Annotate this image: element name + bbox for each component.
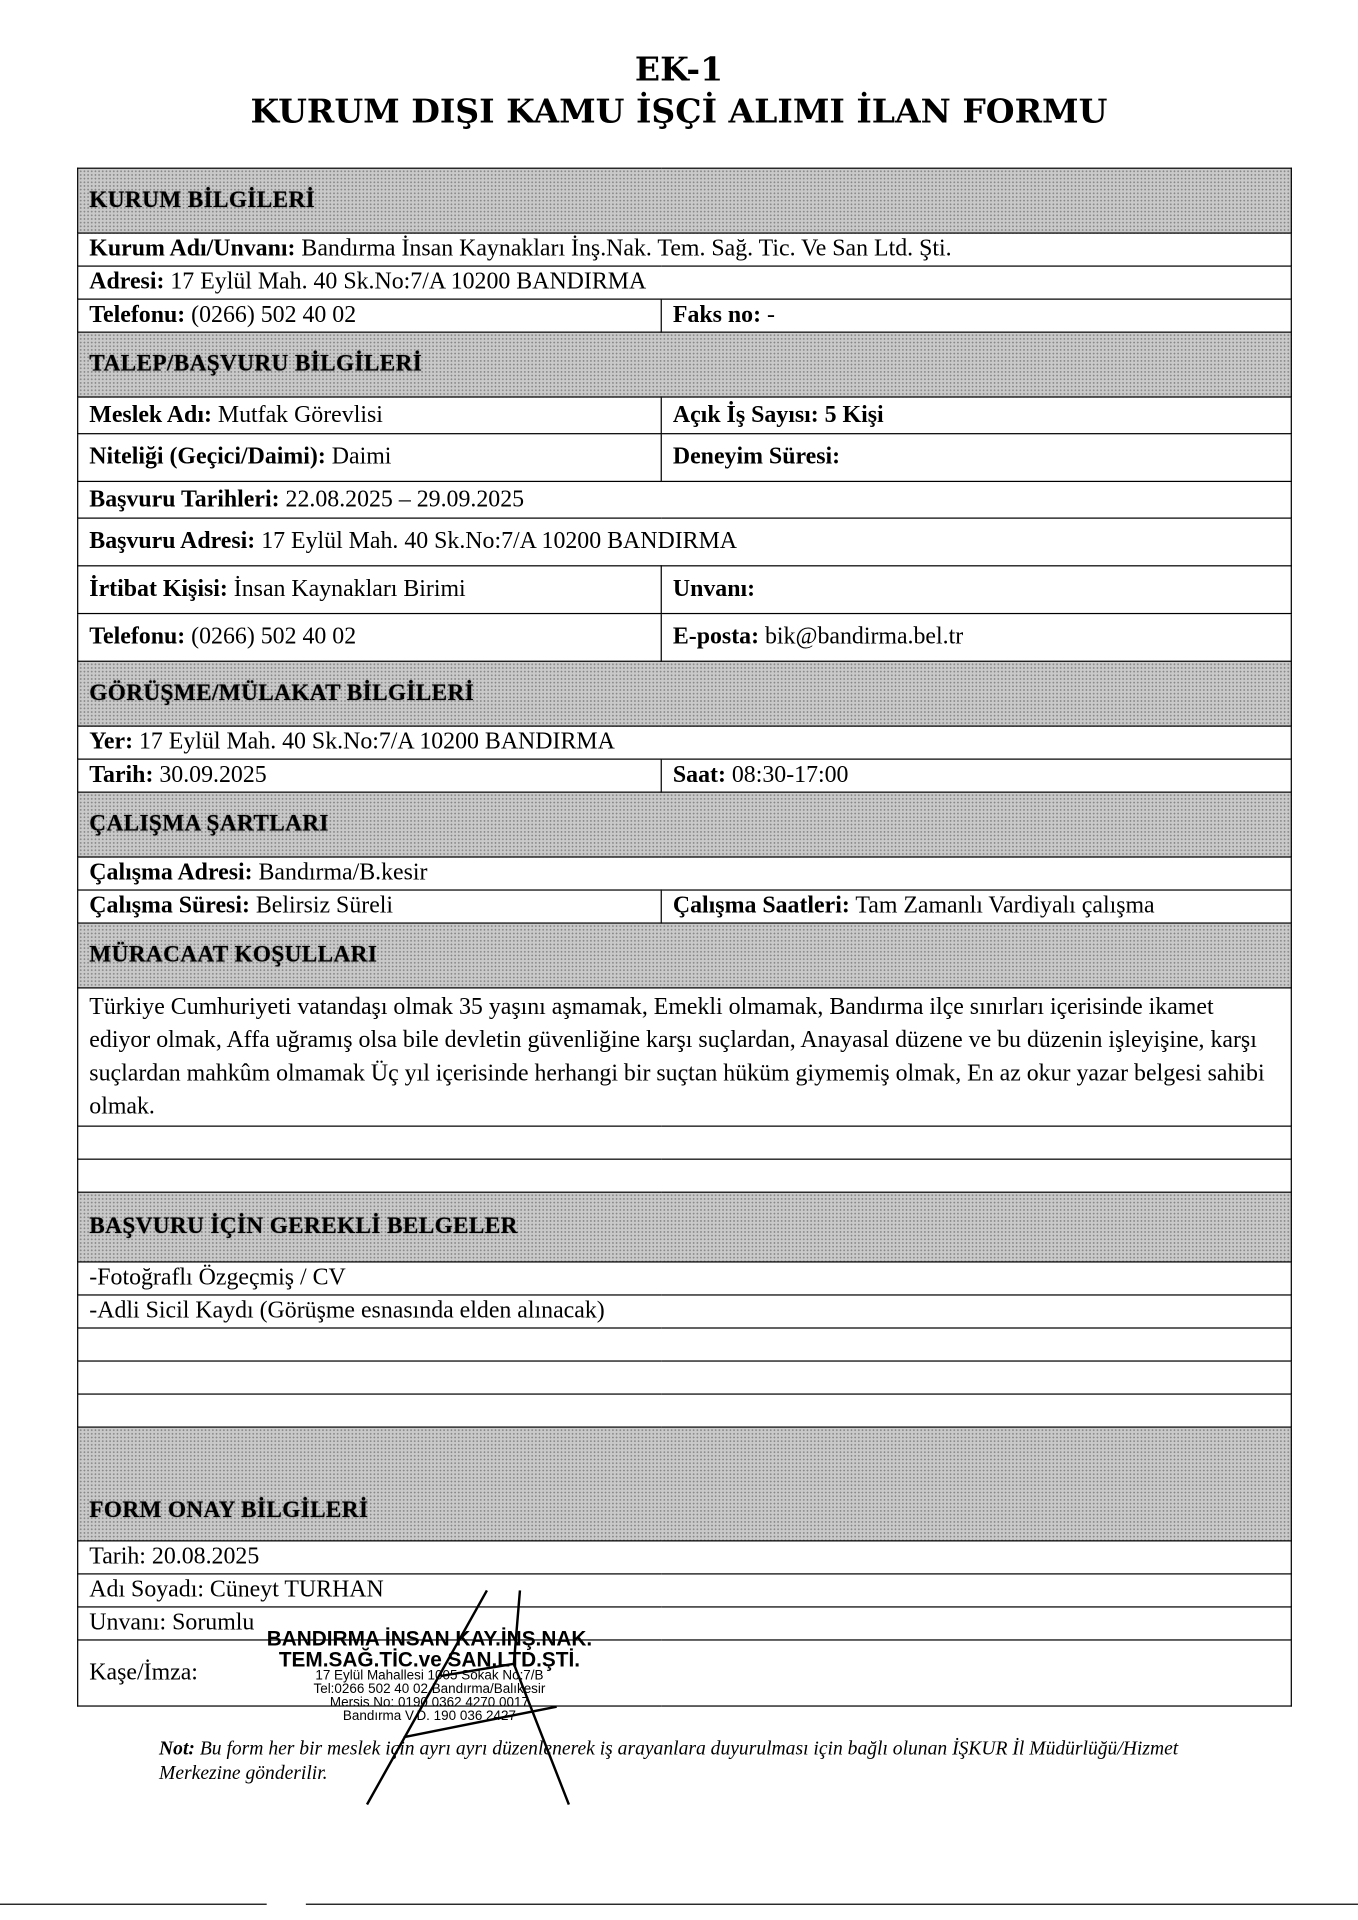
contact-email-label: E-posta: bbox=[672, 623, 760, 650]
work-duration-label: Çalışma Süresi: bbox=[89, 893, 250, 919]
interview-date-value: 30.09.2025 bbox=[153, 762, 267, 788]
footnote-label: Not: bbox=[159, 1738, 195, 1760]
kurum-fax-value: - bbox=[761, 302, 775, 328]
stamp-line: TEM.SAĞ.TİC.ve SAN.LTD.ŞTİ. bbox=[278, 1647, 581, 1672]
annex-label: EK-1 bbox=[634, 51, 724, 90]
job-name-value: Mutfak Görevlisi bbox=[211, 401, 383, 428]
stamp-label: Kaşe/İmza: bbox=[89, 1659, 198, 1686]
kurum-address-value: 17 Eylül Mah. 40 Sk.No:7/A 10200 BANDIRMA bbox=[164, 269, 647, 295]
contact-person-value: İnsan Kaynakları Birimi bbox=[227, 576, 466, 602]
application-dates-label: Başvuru Tarihleri: bbox=[89, 486, 280, 512]
approval-name: Adı Soyadı: Cüneyt TURHAN bbox=[78, 1574, 1292, 1607]
open-positions-value: 5 Kişi bbox=[818, 401, 884, 428]
approval-date: Tarih: 20.08.2025 bbox=[78, 1541, 1292, 1574]
interview-place-value: 17 Eylül Mah. 40 Sk.No:7/A 10200 BANDIRMA bbox=[133, 729, 615, 755]
job-name-label: Meslek Adı: bbox=[89, 401, 212, 428]
footer-line bbox=[0, 1904, 267, 1905]
section-header-onay: FORM ONAY BİLGİLERİ bbox=[78, 1427, 1292, 1541]
stamp-line: 17 Eylül Mahallesi 1005 Sokak No:7/B bbox=[315, 1668, 544, 1684]
stamp-line: BANDIRMA İNSAN KAY.İNŞ.NAK. bbox=[266, 1627, 593, 1651]
application-dates-value: 22.08.2025 – 29.09.2025 bbox=[279, 486, 525, 512]
kurum-address-label: Adresi: bbox=[89, 269, 165, 295]
interview-date-label: Tarih: bbox=[89, 762, 154, 788]
work-hours-value: Tam Zamanlı Vardiyalı çalışma bbox=[849, 893, 1155, 919]
application-address-label: Başvuru Adresi: bbox=[89, 528, 256, 555]
kurum-phone-value: (0266) 502 40 02 bbox=[185, 302, 357, 328]
interview-time-label: Saat: bbox=[672, 762, 726, 788]
stamp-line: Bandırma V.D. 190 036 2427 bbox=[342, 1709, 516, 1724]
kurum-phone-label: Telefonu: bbox=[89, 302, 186, 328]
contact-email-value: bik@bandirma.bel.tr bbox=[759, 623, 964, 650]
open-positions-label: Açık İş Sayısı: bbox=[672, 401, 819, 428]
document-item: -Fotoğraflı Özgeçmiş / CV bbox=[78, 1262, 1292, 1295]
contact-phone-value: (0266) 502 40 02 bbox=[185, 623, 357, 650]
work-duration-value: Belirsiz Süreli bbox=[249, 893, 394, 919]
stamp-line: Mersis No: 0190 0362 4270 0017 bbox=[329, 1695, 529, 1711]
experience-label: Deneyim Süresi: bbox=[672, 444, 841, 470]
footer-line bbox=[306, 1904, 1358, 1905]
section-header-belgeler: BAŞVURU İÇİN GEREKLİ BELGELER bbox=[78, 1192, 1292, 1262]
kurum-name-value: Bandırma İnsan Kaynakları İnş.Nak. Tem. Sağ. Tic. Ve San Ltd. Şti. bbox=[295, 236, 952, 262]
application-address-value: 17 Eylül Mah. 40 Sk.No:7/A 10200 BANDIRMA bbox=[255, 528, 738, 555]
document-item: -Adli Sicil Kaydı (Görüşme esnasında elden alınacak) bbox=[78, 1295, 1292, 1328]
interview-time-value: 08:30-17:00 bbox=[725, 762, 849, 788]
contact-phone-label: Telefonu: bbox=[89, 623, 186, 650]
approval-title: Unvanı: Sorumlu bbox=[78, 1607, 1292, 1640]
job-nature-label: Niteliği (Geçici/Daimi): bbox=[89, 444, 326, 470]
footnote-text: Bu form her bir meslek için ayrı ayrı düzenlenerek iş arayanlara duyurulması için bağlı olunan İŞKUR İl Müdürlüğü/Hizmet Merkezine gönderilir. bbox=[159, 1738, 1179, 1784]
section-header-kurum: KURUM BİLGİLERİ bbox=[78, 168, 1292, 233]
contact-person-label: İrtibat Kişisi: bbox=[89, 576, 228, 602]
work-address-value: Bandırma/B.kesir bbox=[252, 860, 428, 886]
work-address-label: Çalışma Adresi: bbox=[89, 860, 253, 886]
kurum-name-label: Kurum Adı/Unvanı: bbox=[89, 236, 296, 262]
job-nature-value: Daimi bbox=[325, 444, 392, 470]
contact-title-label: Unvanı: bbox=[672, 576, 756, 602]
interview-place-label: Yer: bbox=[89, 729, 134, 755]
application-conditions: Türkiye Cumhuriyeti vatandaşı olmak 35 yaşını aşmamak, Emekli olmamak, Bandırma ilçe sınırları içerisinde ikamet ediyor olmak, Affa uğramış olsa bile devletin güvenliğine karşı suçlardan, Anayasal düzene ve bu düzenin işleyişine, karşı suçlardan mahkûm olmamak Üç yıl içerisinde herhangi bir suçtan hüküm giymemiş olmak, En az okur yazar belgesi sahibi olmak. bbox=[78, 988, 1292, 1126]
section-header-muracaat: MÜRACAAT KOŞULLARI bbox=[78, 923, 1292, 988]
form-title: KURUM DIŞI KAMU İŞÇİ ALIMI İLAN FORMU bbox=[250, 92, 1108, 131]
section-header-gorusme: GÖRÜŞME/MÜLAKAT BİLGİLERİ bbox=[78, 661, 1292, 726]
section-header-calisma: ÇALIŞMA ŞARTLARI bbox=[78, 792, 1292, 857]
stamp-line: Tel:0266 502 40 02 Bandırma/Balıkesir bbox=[313, 1682, 546, 1697]
kurum-fax-label: Faks no: bbox=[672, 302, 762, 328]
work-hours-label: Çalışma Saatleri: bbox=[672, 893, 850, 919]
section-header-talep: TALEP/BAŞVURU BİLGİLERİ bbox=[78, 332, 1292, 397]
